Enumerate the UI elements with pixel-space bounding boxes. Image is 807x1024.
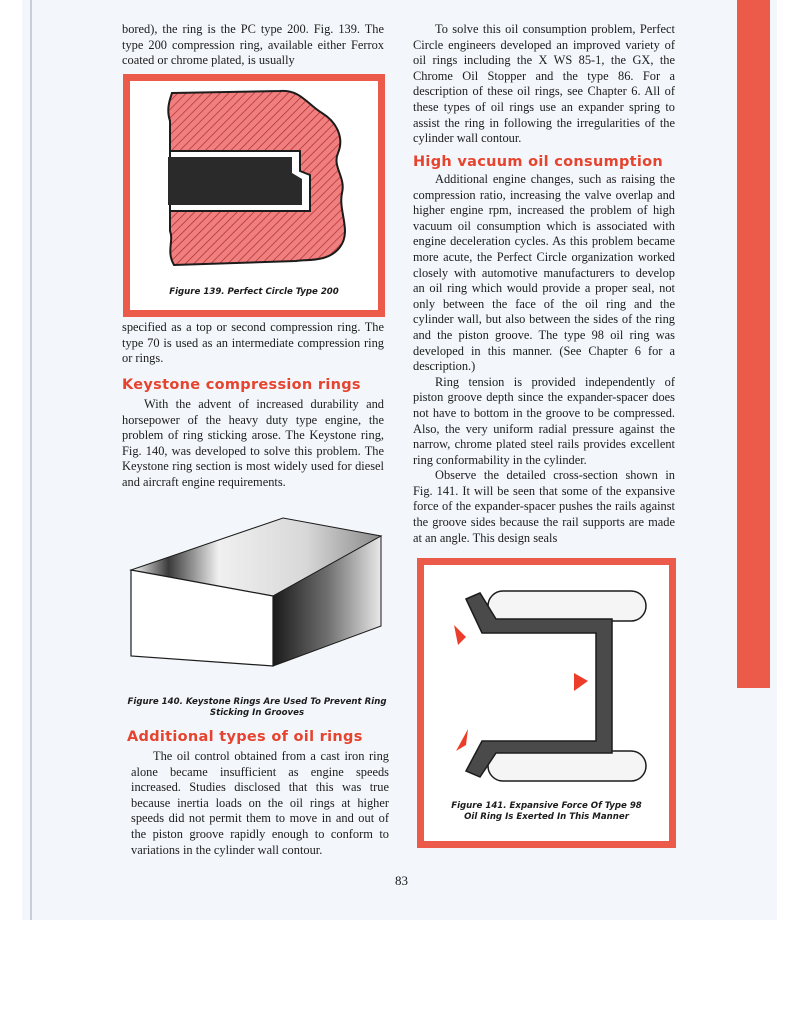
col1-p4-text: The oil control obtained from a cast iron ring alone became insufficient as engine speeds increased. Studies disclosed that this was true because inertia loads on the oil rings at higher speeds did not permit them to move in and out of the piston groove rapidly enough to conform to variations in the cylinder wall contour.	[131, 749, 389, 857]
figure-139-frame	[123, 74, 385, 317]
heading-additional-types-oil-rings: Additional types of oil rings	[127, 729, 363, 745]
figure-140-illustration	[123, 516, 385, 686]
col1-paragraph-2	[122, 320, 384, 367]
margin-red-bar	[737, 0, 770, 688]
heading-keystone-compression-rings: Keystone compression rings	[122, 377, 361, 393]
figure-140-caption-line-2: Sticking In Grooves	[209, 708, 305, 718]
col2-p2-text: Additional engine changes, such as raising the compression ratio, increasing the valve overlap and higher engine rpm, increased the problem of high vacuum oil consumption which is associated with engine deceleration cycles. As this problem became more acute, the Perfect Circle organization worked closely with automotive manufacturers to develop an oil ring which would provide a proper seal, not only between the face of the oil ring and the cylinder wall, but also between the sides of the ring and the piston groove. The type 98 oil ring was developed in this manner. (See Chapter 6 for a description.)	[413, 172, 675, 374]
page-edge-line	[30, 0, 32, 920]
heading-high-vacuum-oil-consumption: High vacuum oil consumption	[413, 154, 664, 170]
figure-141-caption	[424, 801, 669, 823]
ring-section	[168, 157, 302, 205]
figure-141-caption-line-1: Figure 141. Expansive Force Of Type 98	[451, 801, 642, 811]
col2-p3-text: Ring tension is provided independently of piston groove depth since the expander-spacer does not have to bottom in the groove to be compressed. Also, the very uniform radial pressure against the narrow, chrome plated steel rails provides excellent ring conformability in the cylinder.	[413, 374, 675, 467]
figure-141-frame	[417, 558, 676, 848]
force-arrow-top-left	[454, 625, 466, 645]
force-arrow-bottom-left	[456, 729, 468, 751]
col2-paragraph-2	[413, 172, 675, 546]
force-arrow-right	[574, 673, 588, 691]
figure-140-caption-line-1: Figure 140. Keystone Rings Are Used To Prevent Ring	[127, 697, 387, 707]
col2-p4-text: Observe the detailed cross-section shown in Fig. 141. It will be seen that some of the expansive force of the expander-spacer pushes the rails against the groove sides because the rail supports are made at an angle. This design seals	[413, 468, 675, 545]
col2-paragraph-1	[413, 22, 675, 147]
figure-140-caption	[122, 697, 392, 719]
col1-paragraph-1	[122, 22, 384, 69]
col1-p1-text: bored), the ring is the PC type 200. Fig. 139. The type 200 compression ring, available either Ferrox coated or chrome plated, is usually	[122, 22, 384, 68]
figure-141-illustration	[424, 565, 669, 795]
col1-p3-text: With the advent of increased durability and horsepower of the heavy duty type engine, the problem of ring sticking arose. The Keystone ring, Fig. 140, was developed to solve this problem. The Keystone ring section is most widely used for diesel and aircraft engine requirements.	[122, 397, 384, 489]
col1-paragraph-3	[122, 397, 384, 491]
col1-p2-text: specified as a top or second compression ring. The type 70 is used as an intermediate compression ring or rings.	[122, 320, 384, 366]
col2-p1-text: To solve this oil consumption problem, Perfect Circle engineers developed an improved variety of oil rings including the X WS 85-1, the GX, the Chrome Oil Stopper and the type 86. For a description of these oil rings, see Chapter 6. All of these types of oil rings use an expander spring to assist the ring in following the irregularities of the cylinder wall contour.	[413, 22, 675, 146]
page-number: 83	[395, 873, 408, 888]
figure-139-caption: Figure 139. Perfect Circle Type 200	[169, 287, 339, 297]
col1-paragraph-4	[131, 749, 389, 858]
figure-141-caption-line-2: Oil Ring Is Exerted In This Manner	[464, 812, 629, 822]
figure-139-illustration	[130, 81, 378, 281]
